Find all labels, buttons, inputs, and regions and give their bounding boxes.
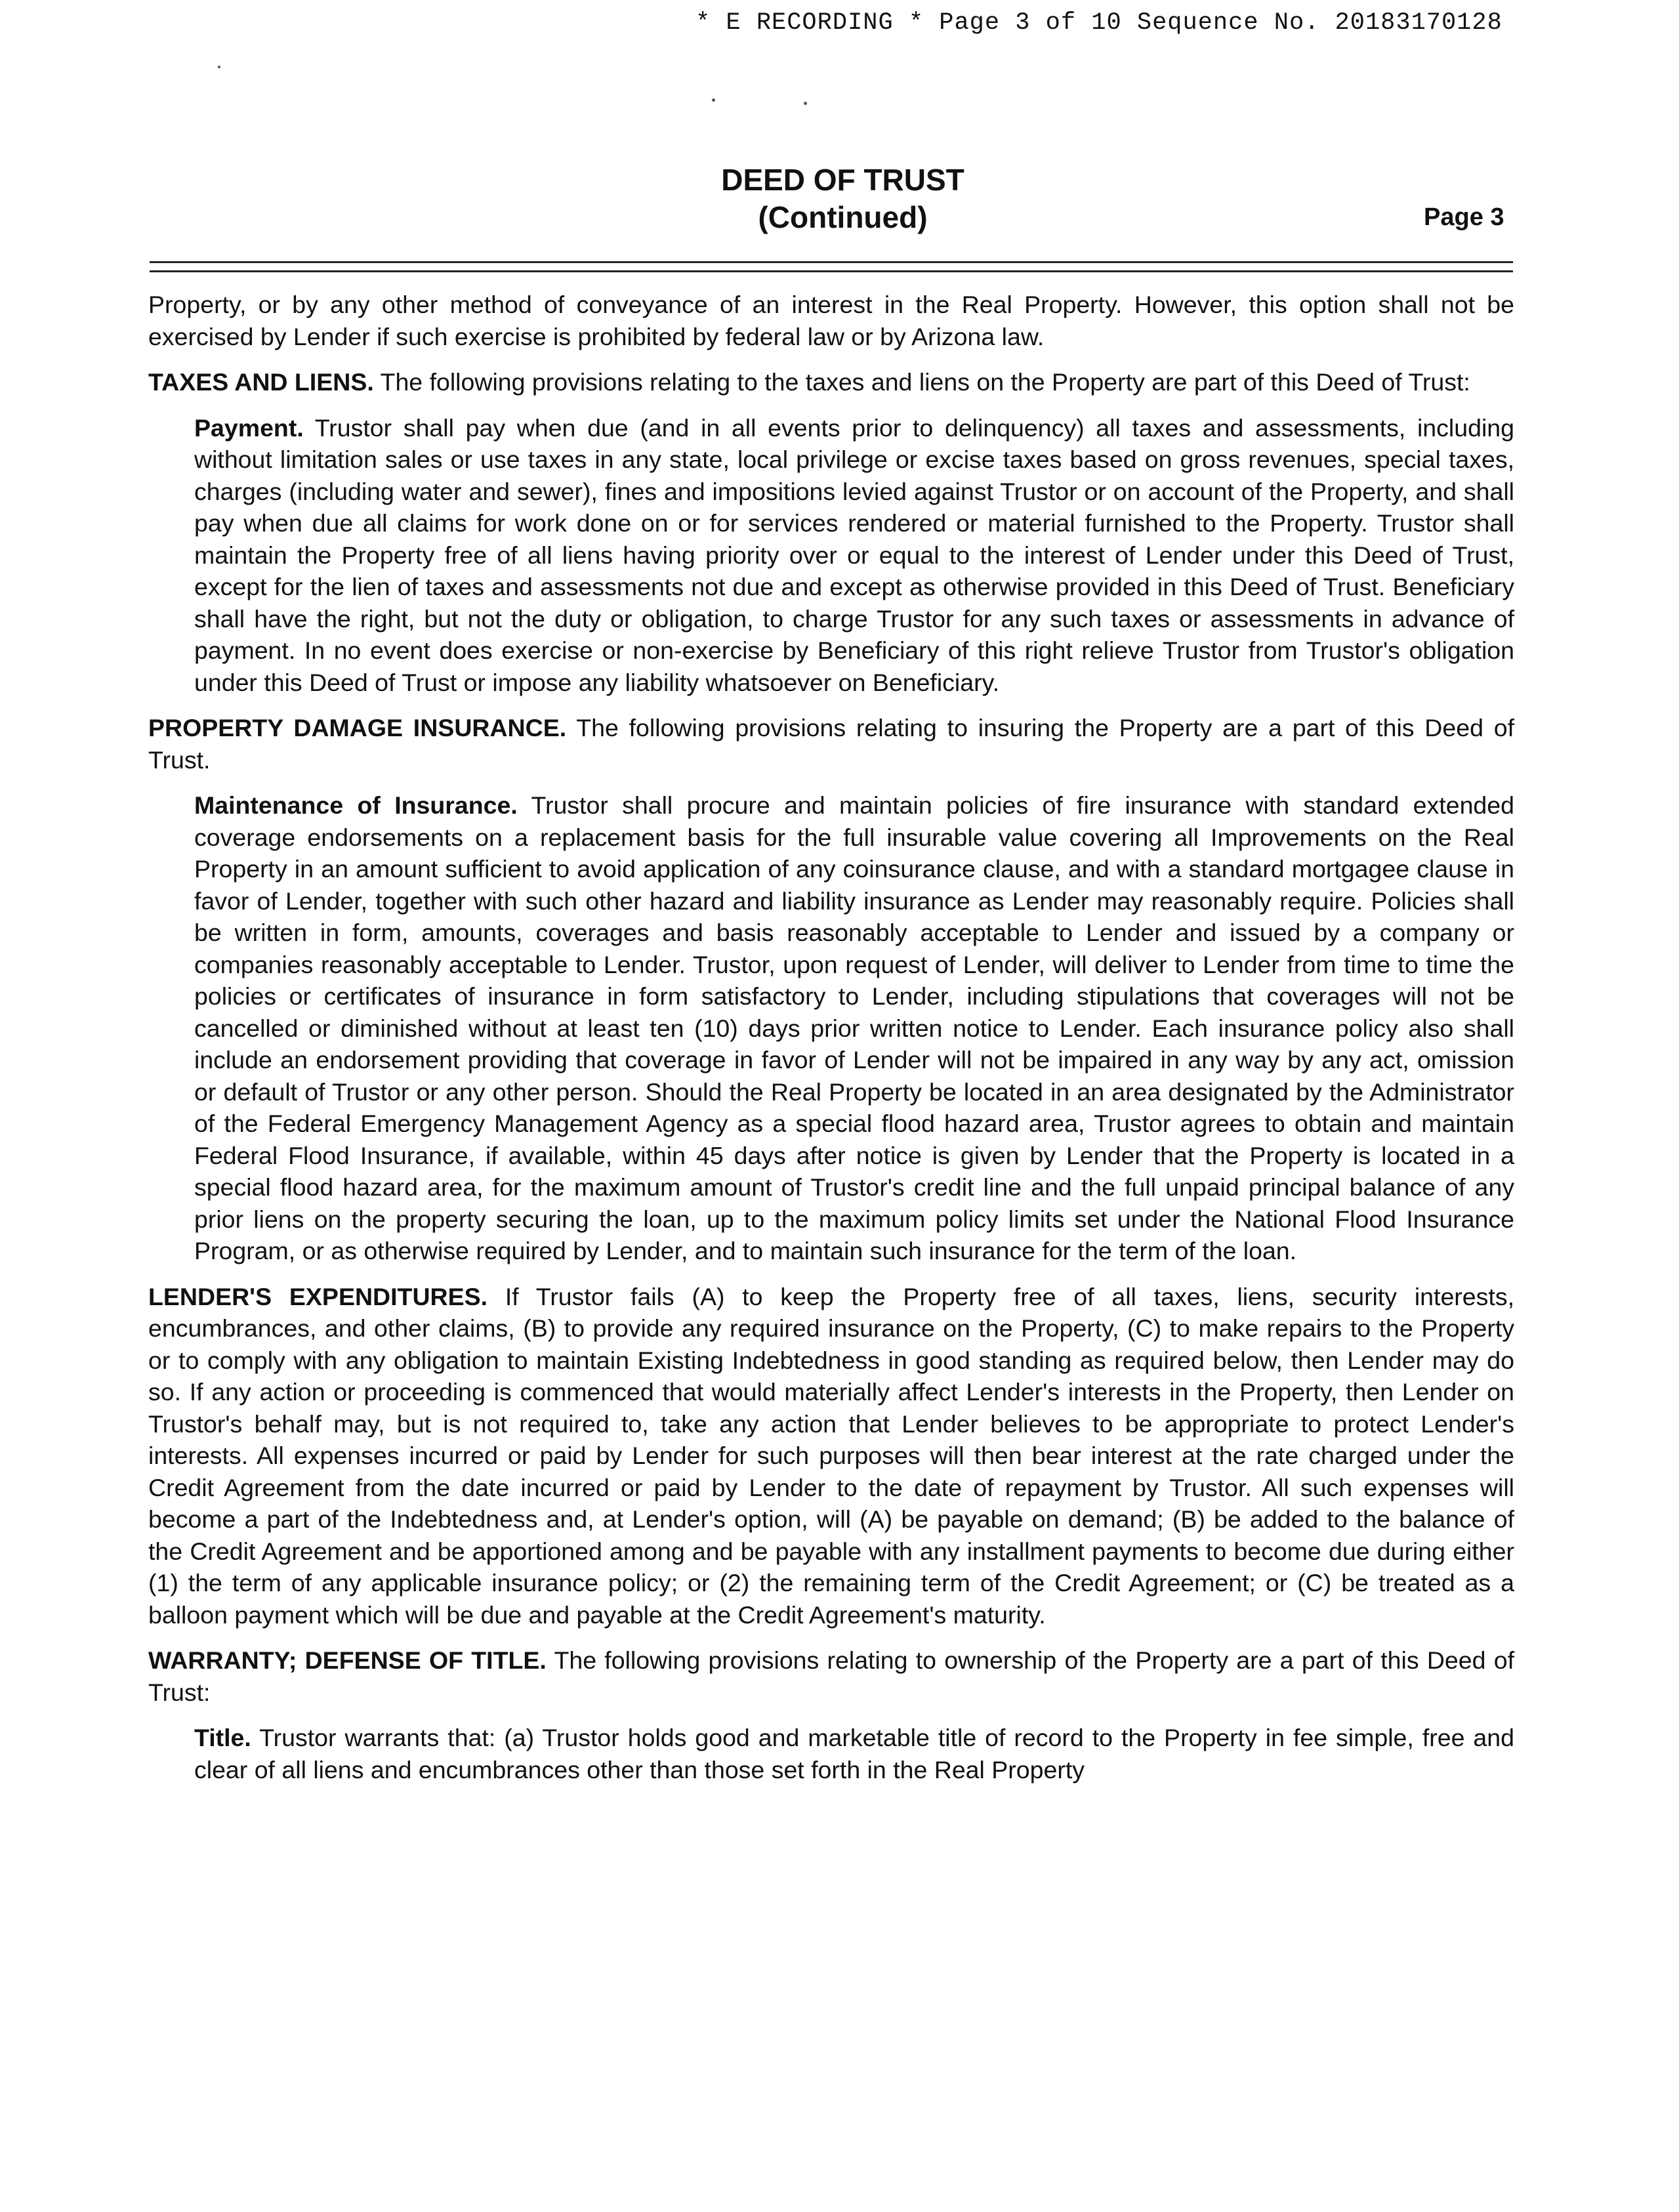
insurance-section [148,712,1514,776]
document-title: DEED OF TRUST [721,163,964,197]
header-rule-top [150,261,1513,263]
section-heading: WARRANTY; DEFENSE OF TITLE. [148,1646,547,1674]
section-text: The following provisions relating to insuring the Property are a part of this Deed of Trust. [148,714,1514,774]
expenditures-section [148,1281,1514,1631]
section-text: The following provisions relating to the taxes and liens on the Property are part of this Deed of Trust: [380,368,1470,396]
warranty-section [148,1644,1514,1708]
intro-paragraph: Property, or by any other method of conveyance of an interest in the Real Property. However, this option shall not be exercised by Lender if such exercise is prohibited by federal law or by Arizona law. [148,291,1514,350]
section-heading: PROPERTY DAMAGE INSURANCE. [148,714,567,741]
section-text: The following provisions relating to ownership of the Property are a part of this Deed of Trust: [148,1646,1514,1706]
scan-speck [218,66,220,68]
header-rule-bottom [150,270,1513,272]
payment-paragraph [194,412,1514,699]
subsection-heading: Payment. [194,413,304,442]
document-subtitle: (Continued) [758,200,928,234]
section-text: If Trustor fails (A) to keep the Property free of all taxes, liens, security interests, encumbrances, and other claims, (B) to provide any required insurance on the Property, (C) to make repairs to the Property or to comply with any obligation to maintain Existing Indebtedness in good standing as required below, then Lender may do so. If any action or proceeding is commenced that would materially affect Lender's interests in the Property, then Lender on Trustor's behalf may, but is not required to, take any action that Lender believes to be appropriate to protect Lender's interests. All expenses incurred or paid by Lender for such purposes will then bear interest at the rate charged under the Credit Agreement from the date incurred or paid by Lender to the date of repayment by Trustor. All such expenses will become a part of the Indebtedness and, at Lender's option, will (A) be payable on demand; (B) be added to the balance of the Credit Agreement and be apportioned among and be payable with any installment payments to become due during either (1) the term of any applicable insurance policy; or (2) the remaining term of the Credit Agreement; or (C) be treated as a balloon payment which will be due and payable at the Credit Agreement's maturity. [148,1282,1514,1629]
maintenance-paragraph [194,789,1514,1267]
subsection-text: Trustor warrants that: (a) Trustor holds good and marketable title of record to the Property in fee simple, free and clear of all liens and encumbrances other than those set forth in the Real Property [194,1724,1514,1784]
page-label: Page 3 [1424,203,1504,231]
document-body [148,289,1514,1799]
subsection-text: Trustor shall pay when due (and in all events prior to delinquency) all taxes and assessments, including without limitation sales or use taxes in any state, local privilege or excise taxes based on gross revenues, special taxes, charges (including water and sewer), fines and impositions levied against Trustor or on account of the Property, and shall pay when due all claims for work done on or for services rendered or material furnished to the Property. Trustor shall maintain the Property free of all liens having priority over or equal to the interest of Lender under this Deed of Trust, except for the lien of taxes and assessments not due and except as otherwise provided in this Deed of Trust. Beneficiary shall have the right, but not the duty or obligation, to charge Trustor for any such taxes or assessments in advance of payment. In no event does exercise or non-exercise by Beneficiary of this right relieve Trustor from Trustor's obligation under this Deed of Trust or impose any liability whatsoever on Beneficiary. [194,413,1514,696]
subsection-text: Trustor shall procure and maintain policies of fire insurance with standard extended coverage endorsements on a replacement basis for the full insurable value covering all Improvements on the Real Property in an amount sufficient to avoid application of any coinsurance clause, and with a standard mortgagee clause in favor of Lender, together with such other hazard and liability insurance as Lender may reasonably require. Policies shall be written in form, amounts, coverages and basis reasonably acceptable to Lender and issued by a company or companies reasonably acceptable to Lender. Trustor, upon request of Lender, will deliver to Lender from time to time the policies or certificates of insurance in form satisfactory to Lender, including stipulations that coverages will not be cancelled or diminished without at least ten (10) days prior written notice to Lender. Each insurance policy also shall include an endorsement providing that coverage in favor of Lender will not be impaired in any way by any act, omission or default of Trustor or any other person. Should the Real Property be located in an area designated by the Administrator of the Federal Emergency Management Agency as a special flood hazard area, Trustor agrees to obtain and maintain Federal Flood Insurance, if available, within 45 days after notice is given by Lender that the Property is located in a special flood hazard area, for the maximum amount of Trustor's credit line and the full unpaid principal balance of any prior liens on the property securing the loan, up to the maximum policy limits set under the National Flood Insurance Program, or as otherwise required by Lender, and to maintain such insurance for the term of the loan. [194,791,1514,1264]
title-paragraph [194,1722,1514,1785]
subsection-heading: Title. [194,1724,251,1751]
subsection-heading: Maintenance of Insurance. [194,791,518,819]
section-heading: LENDER'S EXPENDITURES. [148,1282,488,1310]
taxes-section [148,366,1514,398]
section-heading: TAXES AND LIENS. [148,368,374,396]
scan-speck [712,98,715,102]
scan-speck [804,102,807,105]
recording-header: * E RECORDING * Page 3 of 10 Sequence No. 20183170128 [695,9,1503,37]
